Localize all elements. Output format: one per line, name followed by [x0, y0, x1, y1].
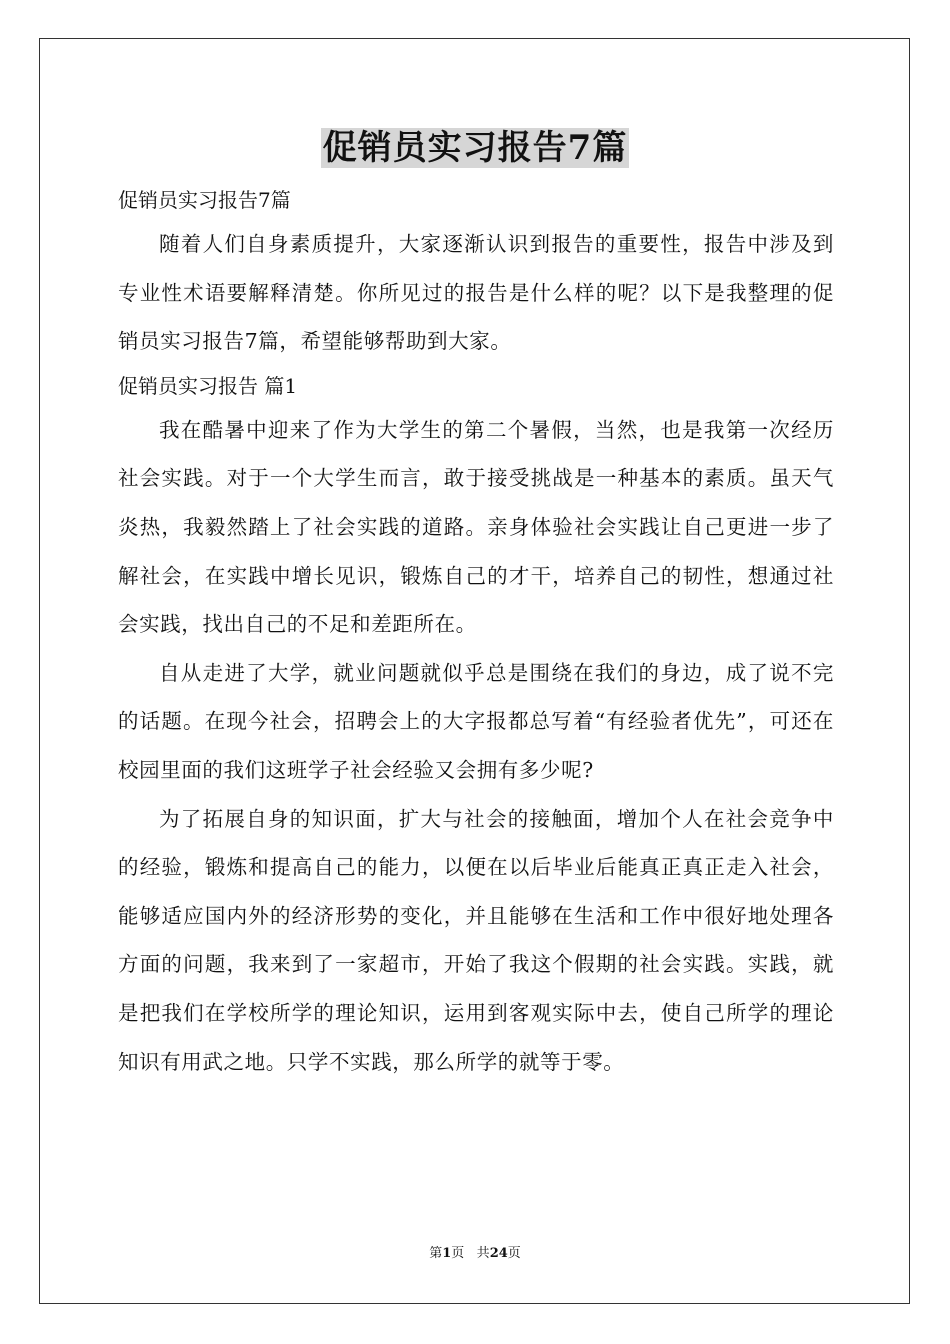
footer-total-suffix: 页 — [507, 1246, 521, 1261]
footer-total-pages: 24 — [489, 1246, 508, 1261]
body-paragraph-2: 自从走进了大学，就业问题就似乎总是围绕在我们的身边，成了说不完的话题。在现今社会，招聘会上的大字报都总写着“有经验者优先”，可还在校园里面的我们这班学子社会经验又会拥有多少呢? — [118, 660, 834, 782]
footer-prefix: 第 — [429, 1246, 443, 1261]
footer-page-suffix: 页 — [451, 1246, 465, 1261]
body-paragraph-1: 我在酷暑中迎来了作为大学生的第二个暑假，当然，也是我第一次经历社会实践。对于一个大学生而言，敢于接受挑战是一种基本的素质。虽天气炎热，我毅然踏上了社会实践的道路。亲身体验社会实践让自己更进一步了解社会，在实践中增长见识，锻炼自己的才干，培养自己的韧性，想通过社会实践，找出自己的不足和差距所在。 — [118, 417, 834, 637]
intro-paragraph: 随着人们自身素质提升，大家逐渐认识到报告的重要性，报告中涉及到专业性术语要解释清楚。你所见过的报告是什么样的呢？以下是我整理的促销员实习报告7篇，希望能够帮助到大家。 — [118, 232, 834, 354]
document-subtitle: 促销员实习报告7篇 — [118, 188, 291, 212]
footer-page-number: 1 — [442, 1246, 452, 1261]
document-body — [118, 180, 834, 1086]
footer-total-prefix: 共 — [476, 1246, 490, 1261]
document-title-text: 促销员实习报告7篇 — [322, 128, 628, 168]
document-title — [0, 126, 950, 170]
body-paragraph-3: 为了拓展自身的知识面，扩大与社会的接触面，增加个人在社会竞争中的经验，锻炼和提高自己的能力，以便在以后毕业后能真正真正走入社会，能够适应国内外的经济形势的变化，并且能够在生活和工作中很好地处理各方面的问题，我来到了一家超市，开始了我这个假期的社会实践。实践，就是把我们在学校所学的理论知识，运用到客观实际中去，使自己所学的理论知识有用武之地。只学不实践，那么所学的就等于零。 — [118, 806, 834, 1074]
page-footer — [0, 1244, 950, 1264]
section-heading: 促销员实习报告 篇1 — [118, 373, 298, 398]
